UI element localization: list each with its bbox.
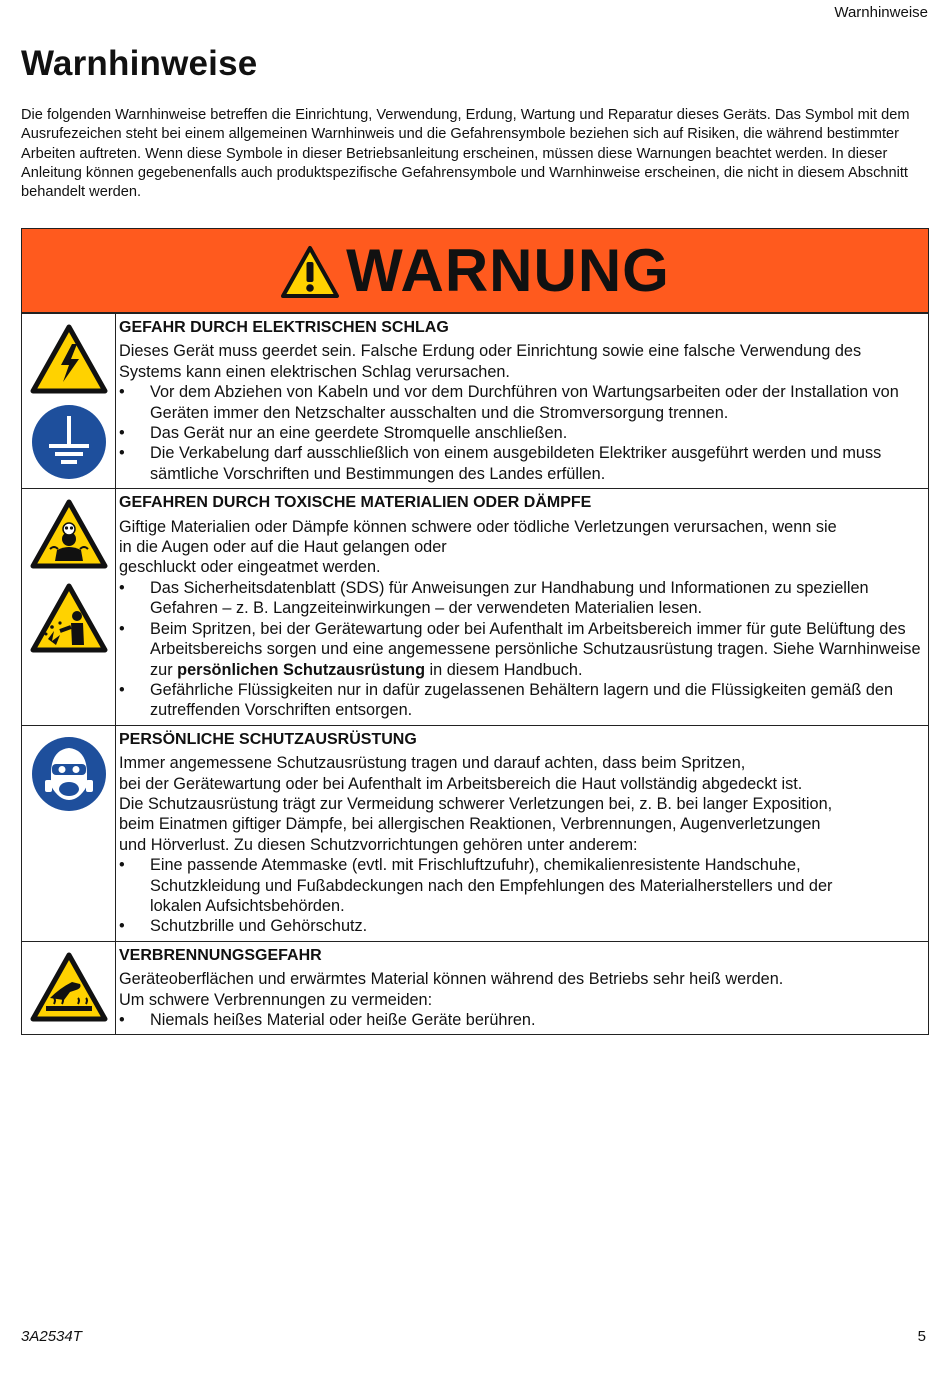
hazard-text: und Hörverlust. Zu diesen Schutzvorrichtungen gehören unter anderem: (119, 835, 638, 854)
page-title: Warnhinweise (21, 44, 258, 83)
hazard-icons (22, 942, 116, 1035)
hazard-bullet-list (119, 1010, 924, 1030)
hazard-text: Giftige Materialien oder Dämpfe können schwere oder tödliche Verletzungen verursachen, wenn sie (119, 517, 837, 536)
skin-splash-warning-icon (30, 583, 108, 653)
hazard-bullet: • Die Verkabelung darf ausschließlich von einem ausgebildeten Elektriker ausgeführt werden und muss sämtliche Vorschriften und Bestimmungen des Landes erfüllen. (119, 443, 924, 484)
hazard-text: bei der Gerätewartung oder bei Aufenthalt im Arbeitsbereich die Haut vollständig abgedeckt ist. (119, 774, 803, 793)
hazard-text: Die Schutzausrüstung trägt zur Vermeidung schwerer Verletzungen bei, z. B. bei langer Exposition, (119, 794, 833, 813)
hazard-title: PERSÖNLICHE SCHUTZAUSRÜSTUNG (119, 730, 417, 748)
hazard-row-ppe (22, 725, 928, 941)
hazard-text: Geräteoberflächen und erwärmtes Material können während des Betriebs sehr heiß werden. (119, 970, 784, 989)
hazard-bullet: • Das Sicherheitsdatenblatt (SDS) für Anweisungen zur Handhabung und Informationen zu speziellen Gefahren – z. B. Langzeiteinwirkungen – der verwendeten Materialien lesen. (119, 578, 924, 619)
hazard-text: beim Einatmen giftiger Dämpfe, bei allergischen Reaktionen, Verbrennungen, Augenverletzungen (119, 815, 821, 834)
hazard-bullet: • Gefährliche Flüssigkeiten nur in dafür zugelassenen Behältern lagern und die Flüssigkeiten gemäß den zutreffenden Vorschriften entsorgen. (119, 680, 924, 721)
warning-banner-text: WARNUNG (346, 236, 670, 304)
hazard-bullet: • Vor dem Abziehen von Kabeln und vor dem Durchführen von Wartungsarbeiten oder der Installation von Geräten immer den Netzschalter ausschalten und die Stromversorgung trennen. (119, 382, 924, 423)
hazard-icons (22, 314, 116, 488)
hazard-icons (22, 489, 116, 724)
ground-earth-icon (31, 404, 107, 480)
hazard-content (116, 314, 928, 488)
hazard-bullet (119, 619, 924, 680)
hazard-row-electric-shock (22, 313, 928, 488)
toxic-fumes-warning-icon (30, 499, 108, 569)
bullet-text: in diesem Handbuch. (425, 660, 583, 679)
hazard-title: GEFAHREN DURCH TOXISCHE MATERIALIEN ODER DÄMPFE (119, 494, 592, 512)
warning-banner (22, 229, 928, 313)
hazard-text: in die Augen oder auf die Haut gelangen oder (119, 538, 447, 557)
hazard-row-toxic-materials (22, 488, 928, 724)
hazard-bullet: • Niemals heißes Material oder heiße Geräte berühren. (119, 1010, 924, 1030)
hazard-bullet-list (119, 578, 924, 721)
hazard-text: Dieses Gerät muss geerdet sein. Falsche Erdung oder Einrichtung sowie eine falsche Verwendung des Systems kann einen elektrischen Schlag verursachen. (119, 342, 862, 381)
hazard-text: Immer angemessene Schutzausrüstung tragen und darauf achten, dass beim Spritzen, (119, 754, 746, 773)
hazard-text: geschluckt oder eingeatmet werden. (119, 558, 381, 577)
hazard-content (116, 726, 928, 941)
hazard-bullet: • Das Gerät nur an eine geerdete Stromquelle anschließen. (119, 423, 924, 443)
hazard-bullet-list (119, 382, 924, 484)
electric-shock-warning-icon (30, 324, 108, 394)
warning-table (21, 228, 929, 1035)
ppe-reference: persönlichen Schutzausrüstung (177, 660, 426, 679)
page-number: 5 (917, 1328, 926, 1345)
hazard-bullet-list (119, 855, 924, 937)
hazard-content (116, 489, 928, 724)
hazard-title: VERBRENNUNGSGEFAHR (119, 946, 322, 964)
hazard-row-burn (22, 941, 928, 1035)
document-number: 3A2534T (21, 1328, 82, 1345)
hazard-bullet: • Schutzbrille und Gehörschutz. (119, 916, 924, 936)
exclamation-warning-icon (280, 245, 340, 299)
bullet-text: Beim Spritzen, bei der Gerätewartung oder bei Aufenthalt im Arbeitsbereich immer für gute Belüftung des Arbeitsbereichs sorgen und eine angemessene persönliche Schutzausrüstung tragen. Siehe Warnhinweise zur (150, 619, 921, 679)
hazard-bullet: • Eine passende Atemmaske (evtl. mit Frischluftzufuhr), chemikalienresistente Handschuhe, Schutzkleidung und Fußabdeckungen nach den Empfehlungen des Materialherstellers und der lokalen Aufsichtsbehörden. (119, 855, 924, 916)
hazard-title: GEFAHR DURCH ELEKTRISCHEN SCHLAG (119, 319, 449, 336)
intro-paragraph: Die folgenden Warnhinweise betreffen die Einrichtung, Verwendung, Erdung, Wartung und Reparatur dieses Geräts. Das Symbol mit dem Ausrufezeichen steht bei einem allgemeinen Warnhinweis und die Gefahrensymbole beziehen sich auf Risiken, die während bestimmter Arbeiten auftreten. Wenn diese Symbole in dieser Betriebsanleitung erscheinen, müssen diese Warnungen beachtet werden. In dieser Anleitung können gegebenenfalls auch produktspezifische Gefahrensymbole und Warnhinweise erscheinen, die nicht in diesem Abschnitt behandelt werden. (21, 107, 910, 201)
hot-surface-warning-icon (30, 952, 108, 1022)
protective-equipment-icon (31, 736, 107, 812)
hazard-icons (22, 726, 116, 941)
running-header: Warnhinweise (834, 4, 928, 21)
hazard-content (116, 942, 928, 1035)
hazard-text: Um schwere Verbrennungen zu vermeiden: (119, 990, 433, 1009)
